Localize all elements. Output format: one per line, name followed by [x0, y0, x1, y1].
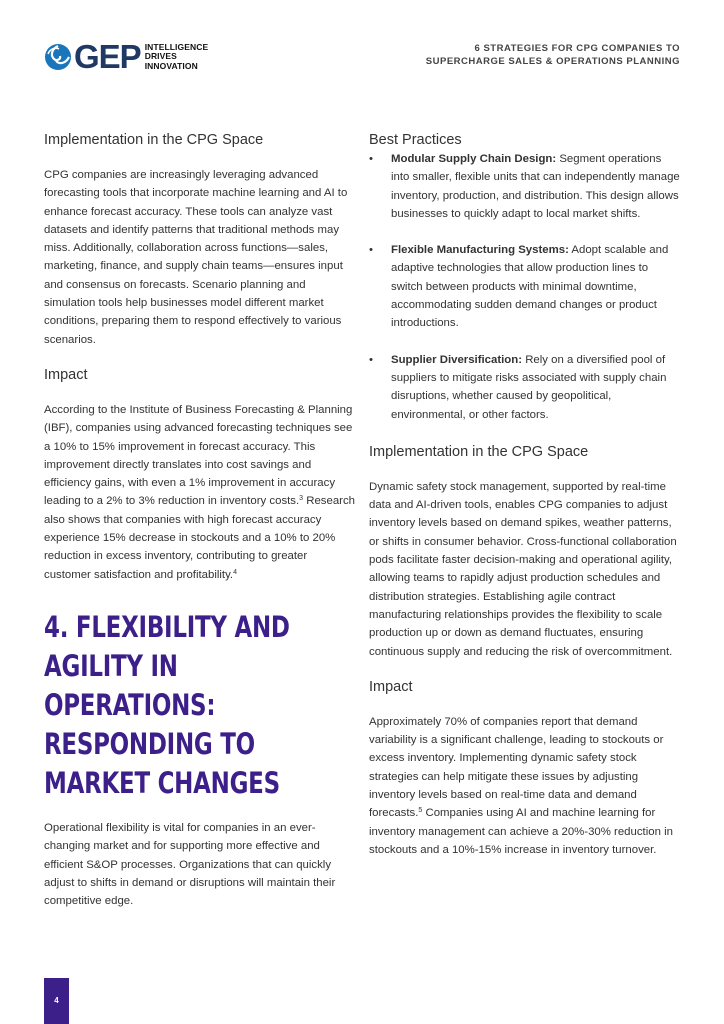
document-title-line: SUPERCHARGE SALES & OPERATIONS PLANNING: [425, 56, 680, 67]
body-paragraph: [369, 713, 681, 859]
text-run: Approximately 70% of companies report that demand variability is a significant challenge, leading to stockouts or excess inventory. Implementing dynamic safety stock strategies can help mitigate these issues by adjusting inventory levels based on real-time data and demand forecasts.: [369, 715, 664, 820]
section-heading: Implementation in the CPG Space: [369, 443, 589, 460]
left-column: [44, 130, 356, 910]
bullet-icon: •: [369, 153, 373, 165]
body-paragraph: Dynamic safety stock management, supported by real-time data and AI-driven tools, enables CPG companies to adjust inventory levels based on demand spikes, weather patterns, or shifts in consumer behavior. Cross-functional collaboration pods facilitate faster decision-making and operational agility, allowing teams to rapidly adjust production schedules and distribution strategies. Establishing agile contract manufacturing relationships provides the flexibility to scale production up or down as demand fluctuates, ensuring continuous supply and reducing the risk of overcommitment.: [369, 480, 677, 658]
list-item-title: Modular Supply Chain Design:: [391, 153, 557, 165]
section-heading: Impact: [369, 678, 413, 695]
tagline-line: INNOVATION: [144, 60, 198, 71]
gep-logo: [44, 38, 209, 75]
list-item: [369, 351, 681, 424]
footnote-ref: 5: [418, 807, 423, 815]
text-run: Companies using AI and machine learning for inventory management can achieve a 20%-30% reduction in stockouts and a 10%-15% increase in inventory turnover.: [369, 807, 673, 856]
page-number: 4: [54, 996, 59, 1005]
list-item-title: Supplier Diversification:: [391, 353, 523, 366]
list-item-text: Segment operations into smaller, flexible units that can independently manage inventory, production, and distribution. This design allows businesses to quickly adapt to local market shifts.: [391, 153, 680, 220]
tagline-line: INTELLIGENCE: [144, 41, 209, 52]
logo-tagline: [145, 43, 209, 72]
body-paragraph: Operational flexibility is vital for companies in an ever-changing market and for supporting more effective and efficient S&OP processes. Organizations that can quickly adjust to shifts in demand or disruptions will maintain their competitive edge.: [44, 821, 336, 908]
text-run: According to the Institute of Business Forecasting & Planning (IBF), companies using advanced forecasting techniques see a 10% to 15% improvement in forecast accuracy. This improvement directly translates into cost savings and efficiency gains, with even a 1% improvement in accuracy leading to a 2% to 3% reduction in inventory costs.: [44, 403, 353, 508]
footnote-ref: 3: [299, 495, 304, 503]
section-heading: Implementation in the CPG Space: [44, 132, 264, 148]
list-item: [369, 150, 681, 223]
list-item: [369, 241, 681, 332]
page-number-tab: [44, 978, 69, 1024]
list-item-text: Adopt scalable and adaptive technologies that allow production lines to switch between products with minimal downtime, accommodating sudden demand changes or product introductions.: [391, 244, 669, 330]
bullet-icon: •: [369, 353, 373, 366]
section-title: 4. FLEXIBILITY AND AGILITY IN OPERATIONS: RESPONDING TO MARKET CHANGES: [44, 609, 290, 800]
list-item-title: Flexible Manufacturing Systems:: [391, 244, 569, 257]
document-title: [426, 42, 680, 68]
logo-wordmark: GEP: [74, 38, 141, 75]
list-item-text: Rely on a diversified pool of suppliers to mitigate risks associated with supply chain disruptions, whether caused by geopolitical, environmental, or other factors.: [391, 353, 667, 421]
section-heading: Best Practices: [369, 132, 462, 148]
bullet-icon: •: [369, 244, 373, 257]
document-title-line: 6 STRATEGIES FOR CPG COMPANIES TO: [474, 43, 680, 54]
right-column: [369, 130, 681, 859]
body-paragraph: [44, 401, 356, 584]
text-run: Research also shows that companies with high forecast accuracy experience 15% decrease in stockouts and a 10% to 20% reduction in excess inventory, contributing to greater customer satisfaction and profitability.: [44, 495, 355, 581]
gep-swirl-icon: [44, 43, 72, 71]
best-practices-list: [369, 150, 681, 424]
footnote-ref: 4: [233, 568, 237, 576]
section-heading: Impact: [44, 366, 88, 383]
tagline-line: DRIVES: [144, 51, 177, 62]
body-paragraph: CPG companies are increasingly leveraging advanced forecasting tools that incorporate machine learning and AI to enhance forecast accuracy. These tools can analyze vast datasets and identify patterns that traditional methods may miss. Additionally, collaboration across functions—sales, marketing, finance, and supply chain teams—ensures input and consensus on forecasts. Scenario planning and simulation tools help businesses model different market conditions, preparing them to respond effectively to various scenarios.: [44, 169, 348, 346]
